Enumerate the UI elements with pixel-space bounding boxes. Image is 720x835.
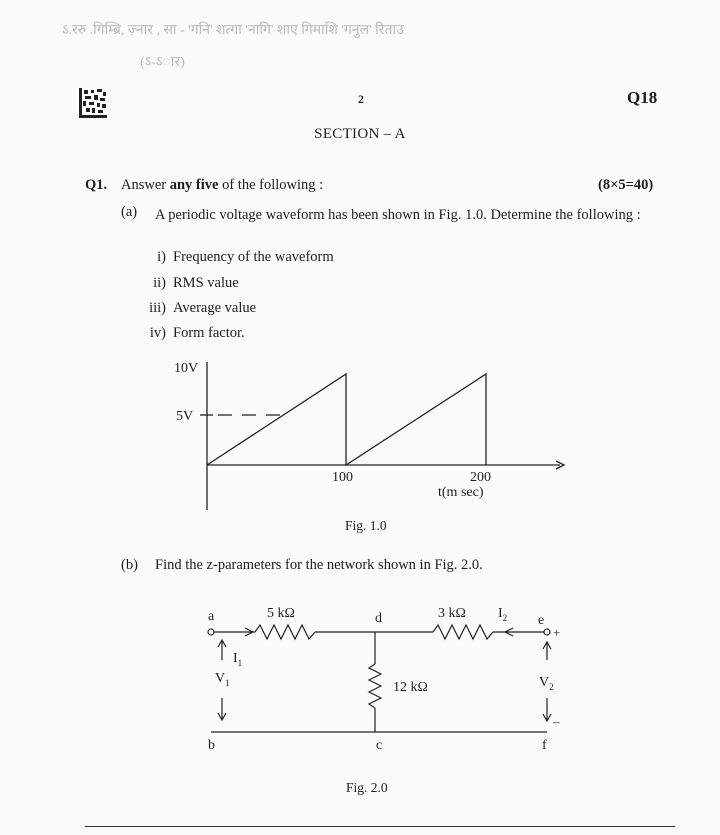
bottom-rule bbox=[85, 826, 675, 827]
instruction-prefix: Answer bbox=[121, 177, 170, 193]
x-axis-label: t(m sec) bbox=[438, 485, 484, 500]
item-number: iii) bbox=[149, 300, 166, 316]
y-label-10v: 10V bbox=[174, 361, 199, 376]
terminal-e bbox=[544, 629, 550, 635]
sawtooth-waveform bbox=[207, 374, 486, 465]
item-text: Frequency of the waveform bbox=[173, 249, 334, 265]
question-number: Q1. bbox=[85, 177, 108, 193]
resistor-3k bbox=[433, 625, 493, 639]
x-tick-100: 100 bbox=[332, 470, 353, 485]
item-number: ii) bbox=[153, 275, 166, 291]
node-e-label: e bbox=[538, 613, 545, 628]
current-i1-label: $I_1$ bbox=[233, 651, 243, 668]
item-number: i) bbox=[157, 249, 166, 265]
list-item bbox=[140, 249, 334, 266]
r2-value: 3 kΩ bbox=[438, 606, 466, 621]
faded-header-line: (ऽ-ऽार) bbox=[140, 55, 185, 70]
x-tick-200: 200 bbox=[470, 470, 491, 485]
instruction-bold: any five bbox=[169, 177, 219, 193]
list-item bbox=[140, 275, 239, 292]
node-f-label: f bbox=[542, 738, 547, 753]
section-title: SECTION – A bbox=[314, 126, 406, 142]
list-item bbox=[140, 325, 245, 342]
instruction-suffix: of the following : bbox=[218, 177, 324, 193]
node-b-label: b bbox=[208, 738, 215, 753]
voltage-v1-label: $V_1$ bbox=[215, 671, 230, 688]
item-text: Form factor. bbox=[173, 325, 245, 341]
question-marks: (8×5=40) bbox=[598, 177, 654, 193]
r1-value: 5 kΩ bbox=[267, 606, 295, 621]
item-number: iv) bbox=[149, 325, 166, 341]
part-b-label: (b) bbox=[121, 557, 138, 573]
current-i2-label: $I_2$ bbox=[498, 606, 508, 623]
r3-value: 12 kΩ bbox=[393, 680, 428, 695]
question-instruction bbox=[121, 177, 323, 194]
plus-sign: + bbox=[553, 625, 561, 640]
figure-2-caption: Fig. 2.0 bbox=[346, 780, 388, 795]
item-text: RMS value bbox=[173, 275, 239, 291]
part-a-text: A periodic voltage waveform has been shown in Fig. 1.0. Determine the following : bbox=[155, 207, 641, 223]
faded-header-line: ऽ.ररु .गिम्ब्रि, ज़्नार , सा - 'गनि' शत्गा 'नागि' शाए गिमाशि 'गनुल' रिताउ bbox=[62, 23, 404, 38]
resistor-12k bbox=[369, 664, 381, 708]
item-text: Average value bbox=[173, 300, 257, 316]
node-a-label: a bbox=[208, 609, 215, 624]
terminal-a bbox=[208, 629, 214, 635]
y-label-5v: 5V bbox=[176, 409, 194, 424]
qr-code-icon bbox=[79, 88, 107, 118]
waveform-figure bbox=[160, 352, 580, 517]
list-item bbox=[140, 300, 256, 317]
part-b-text: Find the z-parameters for the network shown in Fig. 2.0. bbox=[155, 557, 483, 573]
part-a-label: (a) bbox=[121, 204, 138, 220]
resistor-5k bbox=[255, 625, 315, 639]
node-c-label: c bbox=[376, 738, 383, 753]
voltage-v2-label: $V_2$ bbox=[539, 675, 554, 692]
page-number: 2 bbox=[358, 92, 364, 106]
paper-code: Q18 bbox=[627, 88, 658, 107]
circuit-figure bbox=[195, 598, 585, 758]
figure-1-caption: Fig. 1.0 bbox=[345, 518, 387, 533]
node-d-label: d bbox=[375, 611, 382, 626]
minus-sign: – bbox=[553, 714, 560, 729]
